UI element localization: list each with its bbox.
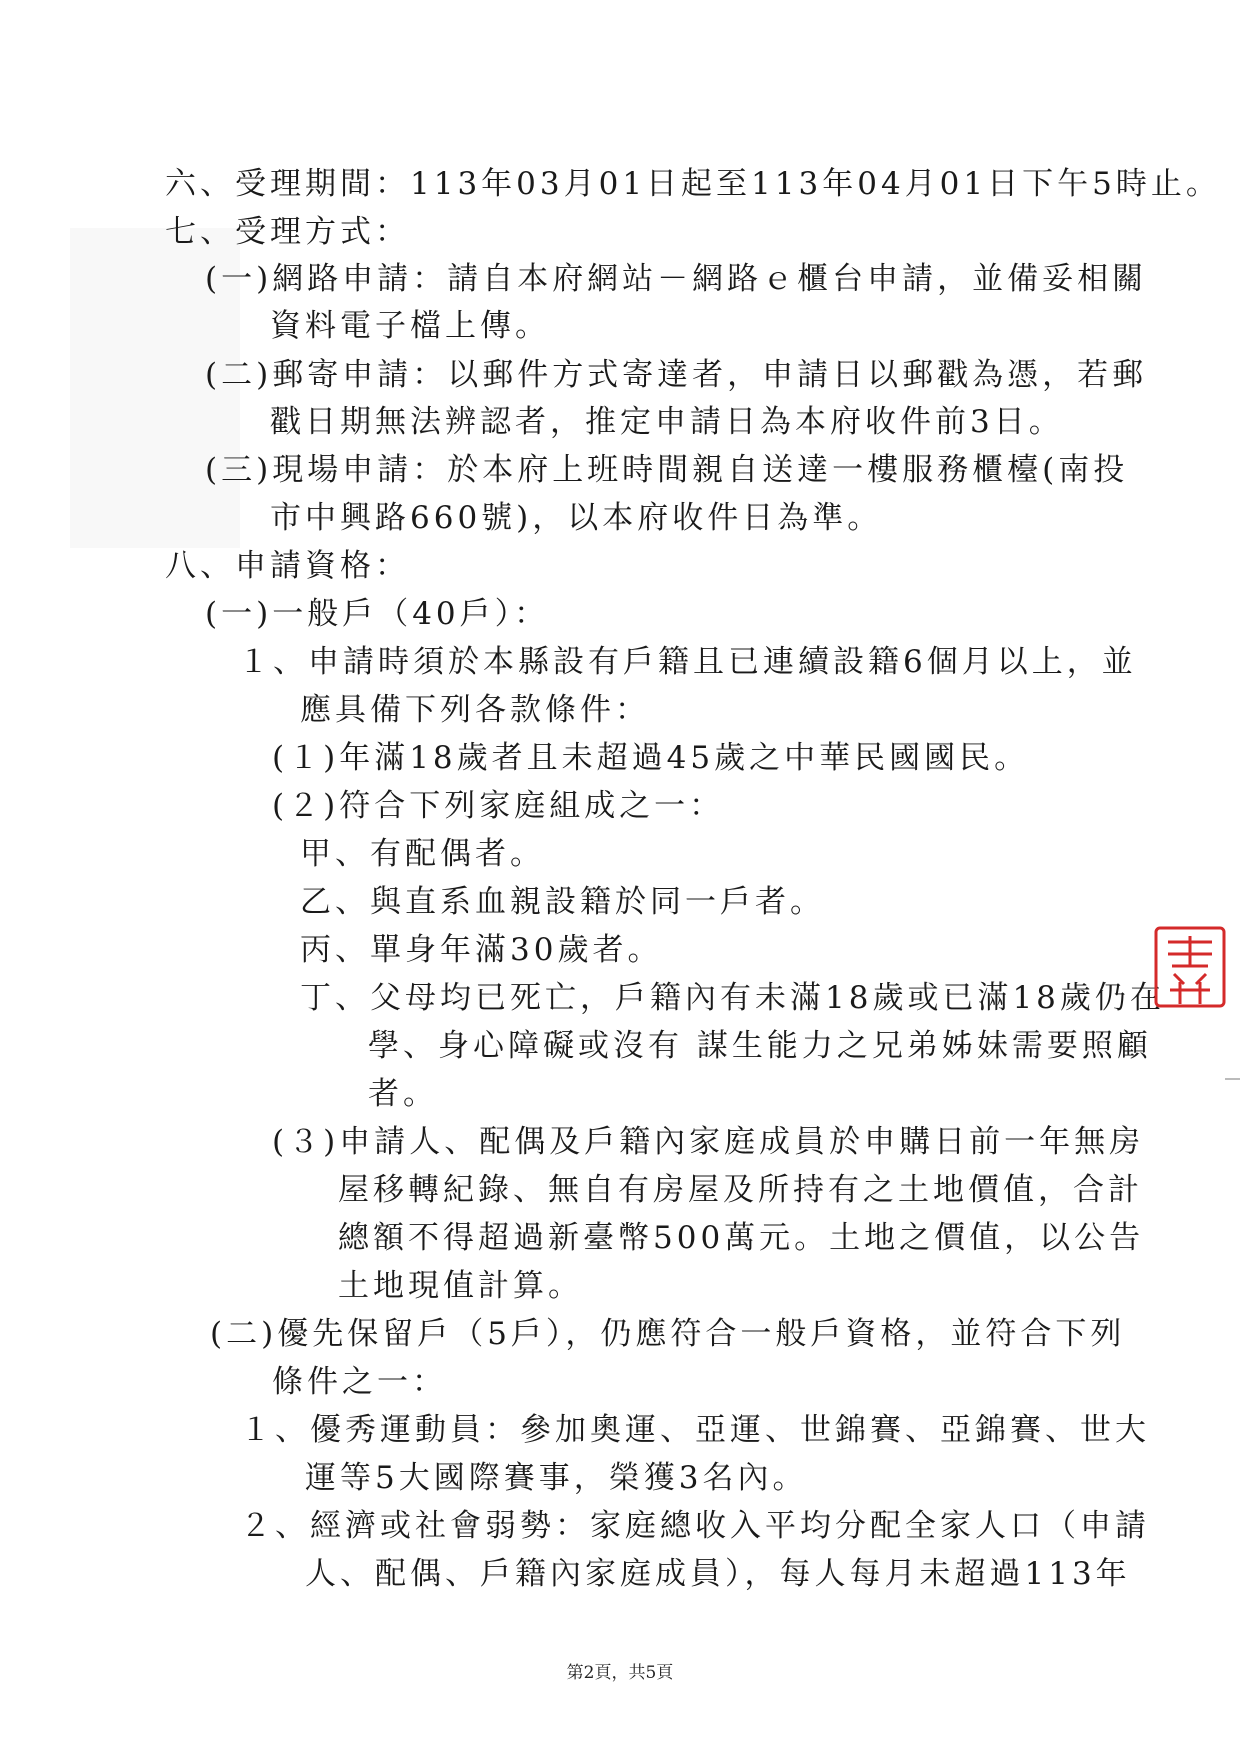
item-7-3-line-1: (三)現場申請：於本府上班時間親自送達一樓服務櫃檯(南投 (205, 452, 1129, 488)
item-8-1-1-b-bing: 丙、單身年滿30歲者。 (300, 932, 663, 968)
seal-stamp (1150, 922, 1230, 1012)
margin-mark (1225, 1078, 1240, 1080)
item-8-1-1-c-line-2: 屋移轉紀錄、無自有房屋及所持有之土地價值，合計 (338, 1172, 1143, 1208)
item-8-1-1-b-ding-line-2: 學、身心障礙或沒有 謀生能力之兄弟姊妹需要照顧 (368, 1028, 1152, 1064)
item-7-1-line-2: 資料電子檔上傳。 (270, 308, 550, 344)
section-6-line: 六、受理期間：113年03月01日起至113年04月01日下午5時止。 (165, 166, 1221, 202)
item-8-1-1-b-ding-line-1: 丁、父母均已死亡，戶籍內有未滿18歲或已滿18歲仍在 (300, 980, 1165, 1016)
item-8-1-heading: (一)一般戶（40戶）： (205, 596, 550, 632)
item-7-2-line-1: (二)郵寄申請：以郵件方式寄達者，申請日以郵戳為憑，若郵 (205, 357, 1148, 393)
section-7-heading: 七、受理方式： (165, 214, 410, 250)
item-8-1-1-b-yi: 乙、與直系血親設籍於同一戶者。 (300, 884, 825, 920)
item-8-2-line-1: (二)優先保留戶（5戶），仍應符合一般戶資格，並符合下列 (210, 1316, 1126, 1352)
item-8-1-1-c-line-1: (３)申請人、配偶及戶籍內家庭成員於申購日前一年無房 (272, 1124, 1145, 1160)
item-7-2-line-2: 戳日期無法辨認者，推定申請日為本府收件前3日。 (270, 404, 1064, 440)
item-8-1-1-b-jia: 甲、有配偶者。 (300, 836, 545, 872)
item-8-1-1-a: (１)年滿18歲者且未超過45歲之中華民國國民。 (272, 740, 1030, 776)
page-footer: 第2頁，共5頁 (566, 1663, 674, 1683)
item-8-2-1-line-1: １、優秀運動員：參加奧運、亞運、世錦賽、亞錦賽、世大 (240, 1412, 1150, 1448)
item-8-2-2-line-2: 人、配偶、戶籍內家庭成員），每人每月未超過113年 (305, 1556, 1131, 1592)
item-8-1-1-line-2: 應具備下列各款條件： (300, 692, 650, 728)
item-8-2-1-line-2: 運等5大國際賽事，榮獲3名內。 (305, 1460, 808, 1496)
item-7-3-line-2: 市中興路660號)，以本府收件日為準。 (270, 500, 883, 536)
item-8-1-1-line-1: １、申請時須於本縣設有戶籍且已連續設籍6個月以上，並 (238, 644, 1137, 680)
item-7-1-line-1: (一)網路申請：請自本府網站－網路ｅ櫃台申請，並備妥相關 (205, 261, 1148, 297)
section-8-heading: 八、申請資格： (165, 548, 410, 584)
item-8-1-1-b-ding-line-3: 者。 (368, 1076, 438, 1112)
item-8-2-line-2: 條件之一： (272, 1364, 447, 1400)
item-8-1-1-c-line-4: 土地現值計算。 (338, 1268, 583, 1304)
item-8-1-1-b: (２)符合下列家庭組成之一： (272, 788, 725, 824)
item-8-2-2-line-1: ２、經濟或社會弱勢：家庭總收入平均分配全家人口（申請 (240, 1508, 1150, 1544)
item-8-1-1-c-line-3: 總額不得超過新臺幣500萬元。土地之價值，以公告 (338, 1220, 1145, 1256)
